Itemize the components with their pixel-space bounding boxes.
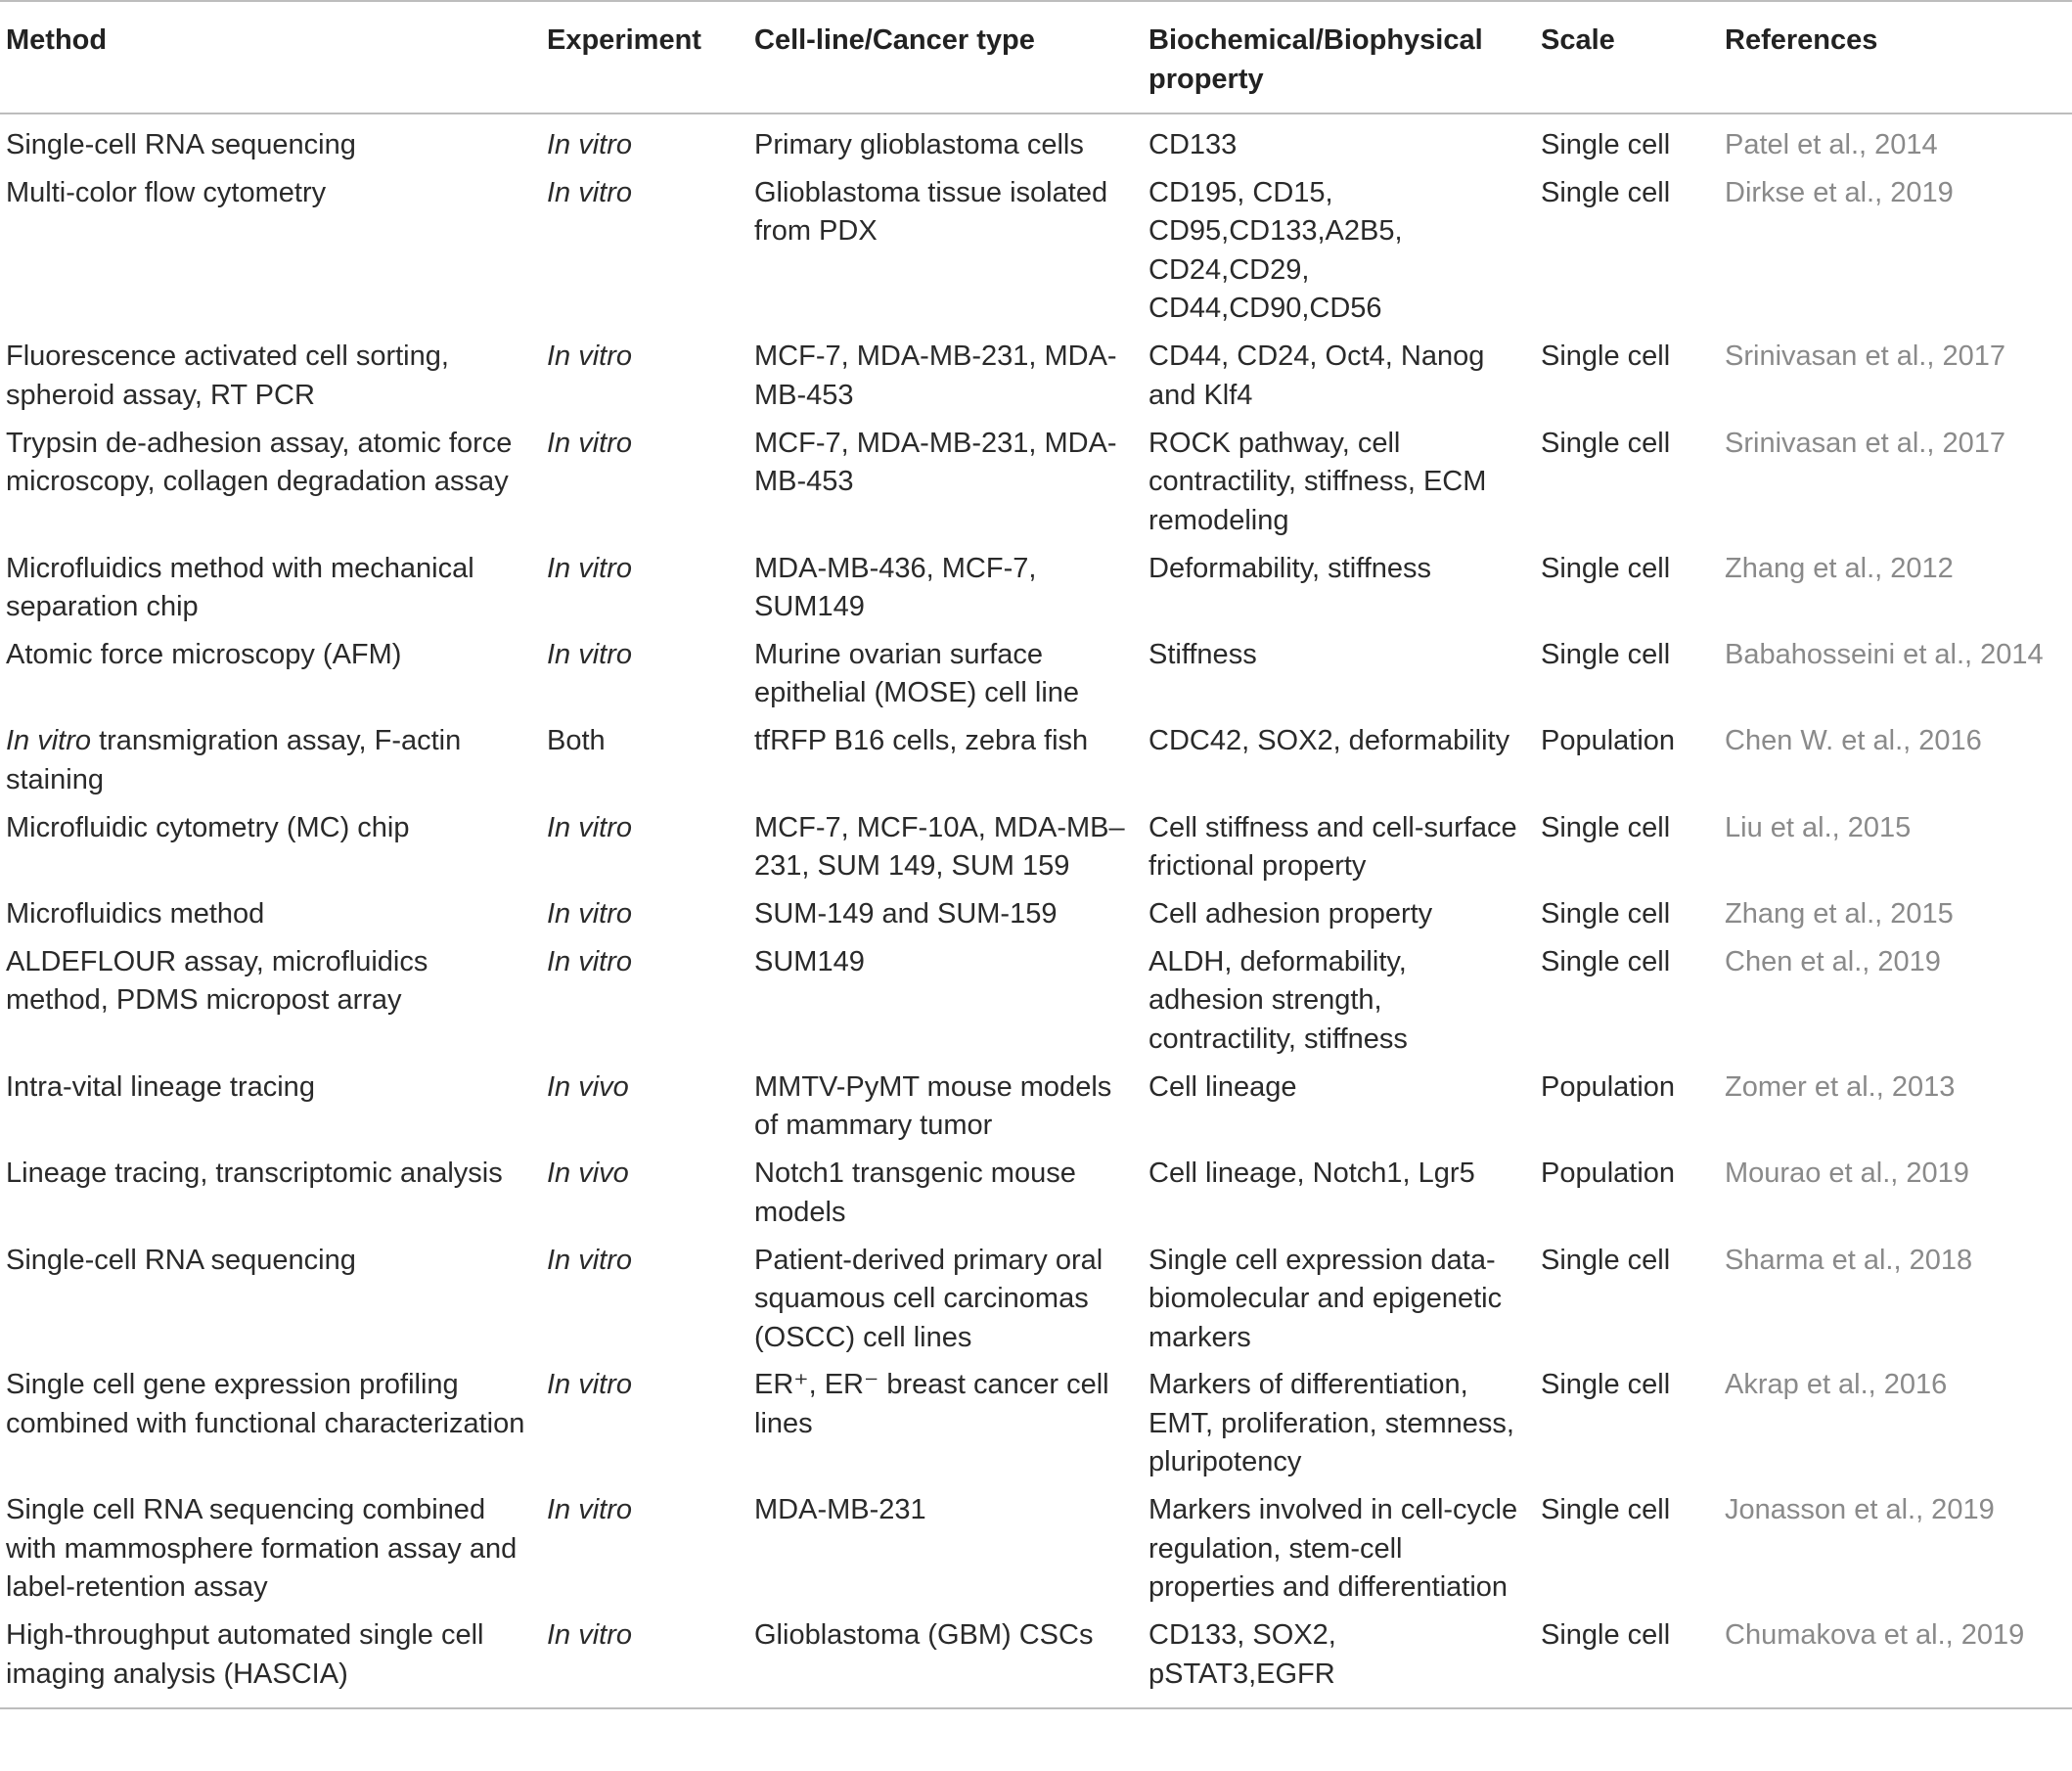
cell-method (0, 545, 541, 631)
cell-experiment: In vitro (547, 176, 633, 208)
header-experiment: Experiment (547, 24, 701, 56)
cell-scale: Single cell (1541, 1369, 1671, 1401)
cell-property: ROCK pathway, cell contractility, stiffness, ECM remodeling (1149, 427, 1487, 536)
cell-scale: Single cell (1541, 1494, 1671, 1526)
cell-experiment: In vitro (547, 552, 633, 584)
cell-reference: Chumakova et al., 2019 (1725, 1619, 2025, 1652)
cell-reference: Srinivasan et al., 2017 (1725, 427, 2005, 459)
cell-reference: Sharma et al., 2018 (1725, 1244, 1973, 1276)
cell-property: Markers of differentiation, EMT, proliferation, stemness, pluripotency (1149, 1369, 1514, 1478)
cell-property: Cell lineage, Notch1, Lgr5 (1149, 1158, 1475, 1190)
method-text: transmigration assay, F-actin staining (6, 725, 462, 795)
cell-experiment: In vitro (547, 811, 633, 843)
cell-property: Stiffness (1149, 638, 1257, 670)
cell-cell-line: Patient-derived primary oral squamous cell carcinomas (OSCC) cell lines (754, 1244, 1104, 1353)
cell-property: Markers involved in cell-cycle regulation, stem-cell properties and differentiation (1149, 1494, 1518, 1604)
cell-experiment: In vitro (547, 1619, 633, 1652)
cell-method (0, 804, 541, 890)
cell-experiment: In vitro (547, 945, 633, 977)
cell-property: Cell lineage (1149, 1070, 1297, 1103)
method-text: ALDEFLOUR assay, microfluidics method, PDMS micropost array (6, 945, 428, 1017)
cell-scale: Single cell (1541, 1244, 1671, 1276)
cell-reference: Srinivasan et al., 2017 (1725, 341, 2005, 373)
table-row (0, 334, 2072, 420)
cell-property: Cell stiffness and cell-surface frictional property (1149, 811, 1517, 883)
cell-method (0, 1150, 541, 1236)
cell-reference: Zomer et al., 2013 (1725, 1070, 1956, 1103)
cell-scale: Single cell (1541, 341, 1671, 373)
method-text: Microfluidics method with mechanical separation chip (6, 552, 474, 622)
method-text: Microfluidic cytometry (MC) chip (6, 811, 410, 843)
table-row (0, 114, 2072, 169)
cell-cell-line: Glioblastoma (GBM) CSCs (754, 1619, 1094, 1652)
cell-property: Cell adhesion property (1149, 898, 1433, 930)
cell-method (0, 420, 541, 545)
cell-scale: Single cell (1541, 427, 1671, 459)
cell-cell-line: ER⁺, ER⁻ breast cancer cell lines (754, 1369, 1109, 1439)
table-row (0, 1612, 2072, 1708)
method-text: Multi-color flow cytometry (6, 176, 327, 208)
cell-cell-line: MCF-7, MCF-10A, MDA-MB–231, SUM 149, SUM 159 (754, 811, 1125, 883)
table-row (0, 938, 2072, 1064)
method-text: Trypsin de-adhesion assay, atomic force microscopy, collagen degradation assay (6, 427, 513, 498)
cell-property: ALDH, deformability, adhesion strength, contractility, stiffness (1149, 945, 1408, 1055)
cell-experiment: In vitro (547, 1369, 633, 1401)
cell-cell-line: MDA-MB-231 (754, 1494, 926, 1526)
cell-reference: Dirkse et al., 2019 (1725, 176, 1954, 208)
cell-reference: Liu et al., 2015 (1725, 811, 1912, 843)
cell-experiment: In vitro (547, 898, 633, 930)
cell-experiment: In vivo (547, 1070, 629, 1103)
cell-scale: Single cell (1541, 811, 1671, 843)
cell-cell-line: Primary glioblastoma cells (754, 129, 1084, 160)
table-row (0, 169, 2072, 333)
cell-cell-line: Notch1 transgenic mouse models (754, 1158, 1076, 1228)
cell-method (0, 1064, 541, 1150)
header-method: Method (6, 24, 108, 56)
table-row (0, 420, 2072, 545)
header-cell-line: Cell-line/Cancer type (754, 24, 1035, 56)
cell-method (0, 334, 541, 420)
cell-method (0, 1612, 541, 1708)
cell-scale: Single cell (1541, 638, 1671, 670)
cell-method (0, 169, 541, 333)
table-row (0, 890, 2072, 938)
table-row (0, 1150, 2072, 1236)
cell-property: CDC42, SOX2, deformability (1149, 725, 1510, 757)
table-row (0, 1487, 2072, 1612)
cell-cell-line: MCF-7, MDA-MB-231, MDA-MB-453 (754, 341, 1117, 411)
cell-experiment: Both (547, 725, 606, 757)
table-row (0, 545, 2072, 631)
cell-experiment: In vitro (547, 1244, 633, 1276)
table-row (0, 718, 2072, 804)
cell-property: CD133, SOX2, pSTAT3,EGFR (1149, 1619, 1336, 1690)
cell-experiment: In vivo (547, 1158, 629, 1190)
cell-cell-line: MCF-7, MDA-MB-231, MDA-MB-453 (754, 427, 1117, 498)
header-property: Biochemical/Biophysical property (1149, 24, 1483, 95)
cell-reference: Jonasson et al., 2019 (1725, 1494, 1995, 1526)
cell-reference: Zhang et al., 2015 (1725, 898, 1954, 930)
cell-reference: Mourao et al., 2019 (1725, 1158, 1969, 1190)
cell-property: Single cell expression data-biomolecular and epigenetic markers (1149, 1244, 1503, 1353)
cell-property: Deformability, stiffness (1149, 552, 1432, 584)
cell-method (0, 1237, 541, 1362)
cell-cell-line: tfRFP B16 cells, zebra fish (754, 725, 1089, 757)
method-italic-text: In vitro (6, 725, 92, 757)
method-text: Intra-vital lineage tracing (6, 1070, 315, 1103)
cell-scale: Population (1541, 725, 1676, 757)
cell-reference: Chen et al., 2019 (1725, 945, 1941, 977)
cell-reference: Chen W. et al., 2016 (1725, 725, 1982, 757)
cell-property: CD44, CD24, Oct4, Nanog and Klf4 (1149, 341, 1485, 411)
cell-cell-line: MDA-MB-436, MCF-7, SUM149 (754, 552, 1037, 622)
cell-cell-line: MMTV-PyMT mouse models of mammary tumor (754, 1070, 1112, 1142)
method-text: Single cell RNA sequencing combined with mammosphere formation assay and label-retention assay (6, 1494, 518, 1604)
table-row (0, 1362, 2072, 1487)
cell-cell-line: Murine ovarian surface epithelial (MOSE) cell line (754, 638, 1080, 709)
cell-cell-line: SUM149 (754, 945, 865, 977)
method-text: Microfluidics method (6, 898, 265, 930)
cell-experiment: In vitro (547, 1494, 633, 1526)
table-header (0, 1, 2072, 114)
cell-method (0, 114, 541, 169)
cell-scale: Population (1541, 1070, 1676, 1103)
cell-cell-line: Glioblastoma tissue isolated from PDX (754, 176, 1108, 248)
cell-scale: Single cell (1541, 129, 1671, 160)
cell-method (0, 938, 541, 1064)
header-row (0, 1, 2072, 114)
cell-scale: Single cell (1541, 552, 1671, 584)
cell-method (0, 1487, 541, 1612)
method-text: Lineage tracing, transcriptomic analysis (6, 1158, 503, 1190)
table-row (0, 1064, 2072, 1150)
cell-reference: Patel et al., 2014 (1725, 129, 1938, 160)
cell-scale: Population (1541, 1158, 1676, 1190)
cell-scale: Single cell (1541, 945, 1671, 977)
table-row (0, 1237, 2072, 1362)
method-text: Fluorescence activated cell sorting, spheroid assay, RT PCR (6, 341, 449, 411)
method-text: Single-cell RNA sequencing (6, 129, 356, 160)
cell-property: CD133 (1149, 129, 1238, 160)
cell-method (0, 631, 541, 717)
cell-experiment: In vitro (547, 427, 633, 459)
cell-experiment: In vitro (547, 638, 633, 670)
cell-reference: Zhang et al., 2012 (1725, 552, 1954, 584)
cell-cell-line: SUM-149 and SUM-159 (754, 898, 1058, 930)
cell-scale: Single cell (1541, 898, 1671, 930)
cell-reference: Akrap et al., 2016 (1725, 1369, 1948, 1401)
cell-experiment: In vitro (547, 129, 633, 160)
table-row (0, 631, 2072, 717)
cell-property: CD195, CD15, CD95,CD133,A2B5, CD24,CD29, CD44,CD90,CD56 (1149, 176, 1403, 325)
header-scale: Scale (1541, 24, 1615, 56)
method-text: High-throughput automated single cell imaging analysis (HASCIA) (6, 1619, 484, 1690)
header-references: References (1725, 24, 1878, 56)
cell-method (0, 1362, 541, 1487)
cell-reference: Babahosseini et al., 2014 (1725, 638, 2044, 670)
table-row (0, 804, 2072, 890)
cell-scale: Single cell (1541, 1619, 1671, 1652)
table-body (0, 114, 2072, 1708)
cell-method (0, 718, 541, 804)
method-text: Single-cell RNA sequencing (6, 1244, 356, 1276)
method-text: Single cell gene expression profiling combined with functional characterization (6, 1369, 525, 1439)
method-text: Atomic force microscopy (AFM) (6, 638, 402, 670)
cell-method (0, 890, 541, 938)
cell-scale: Single cell (1541, 176, 1671, 208)
cell-experiment: In vitro (547, 341, 633, 373)
